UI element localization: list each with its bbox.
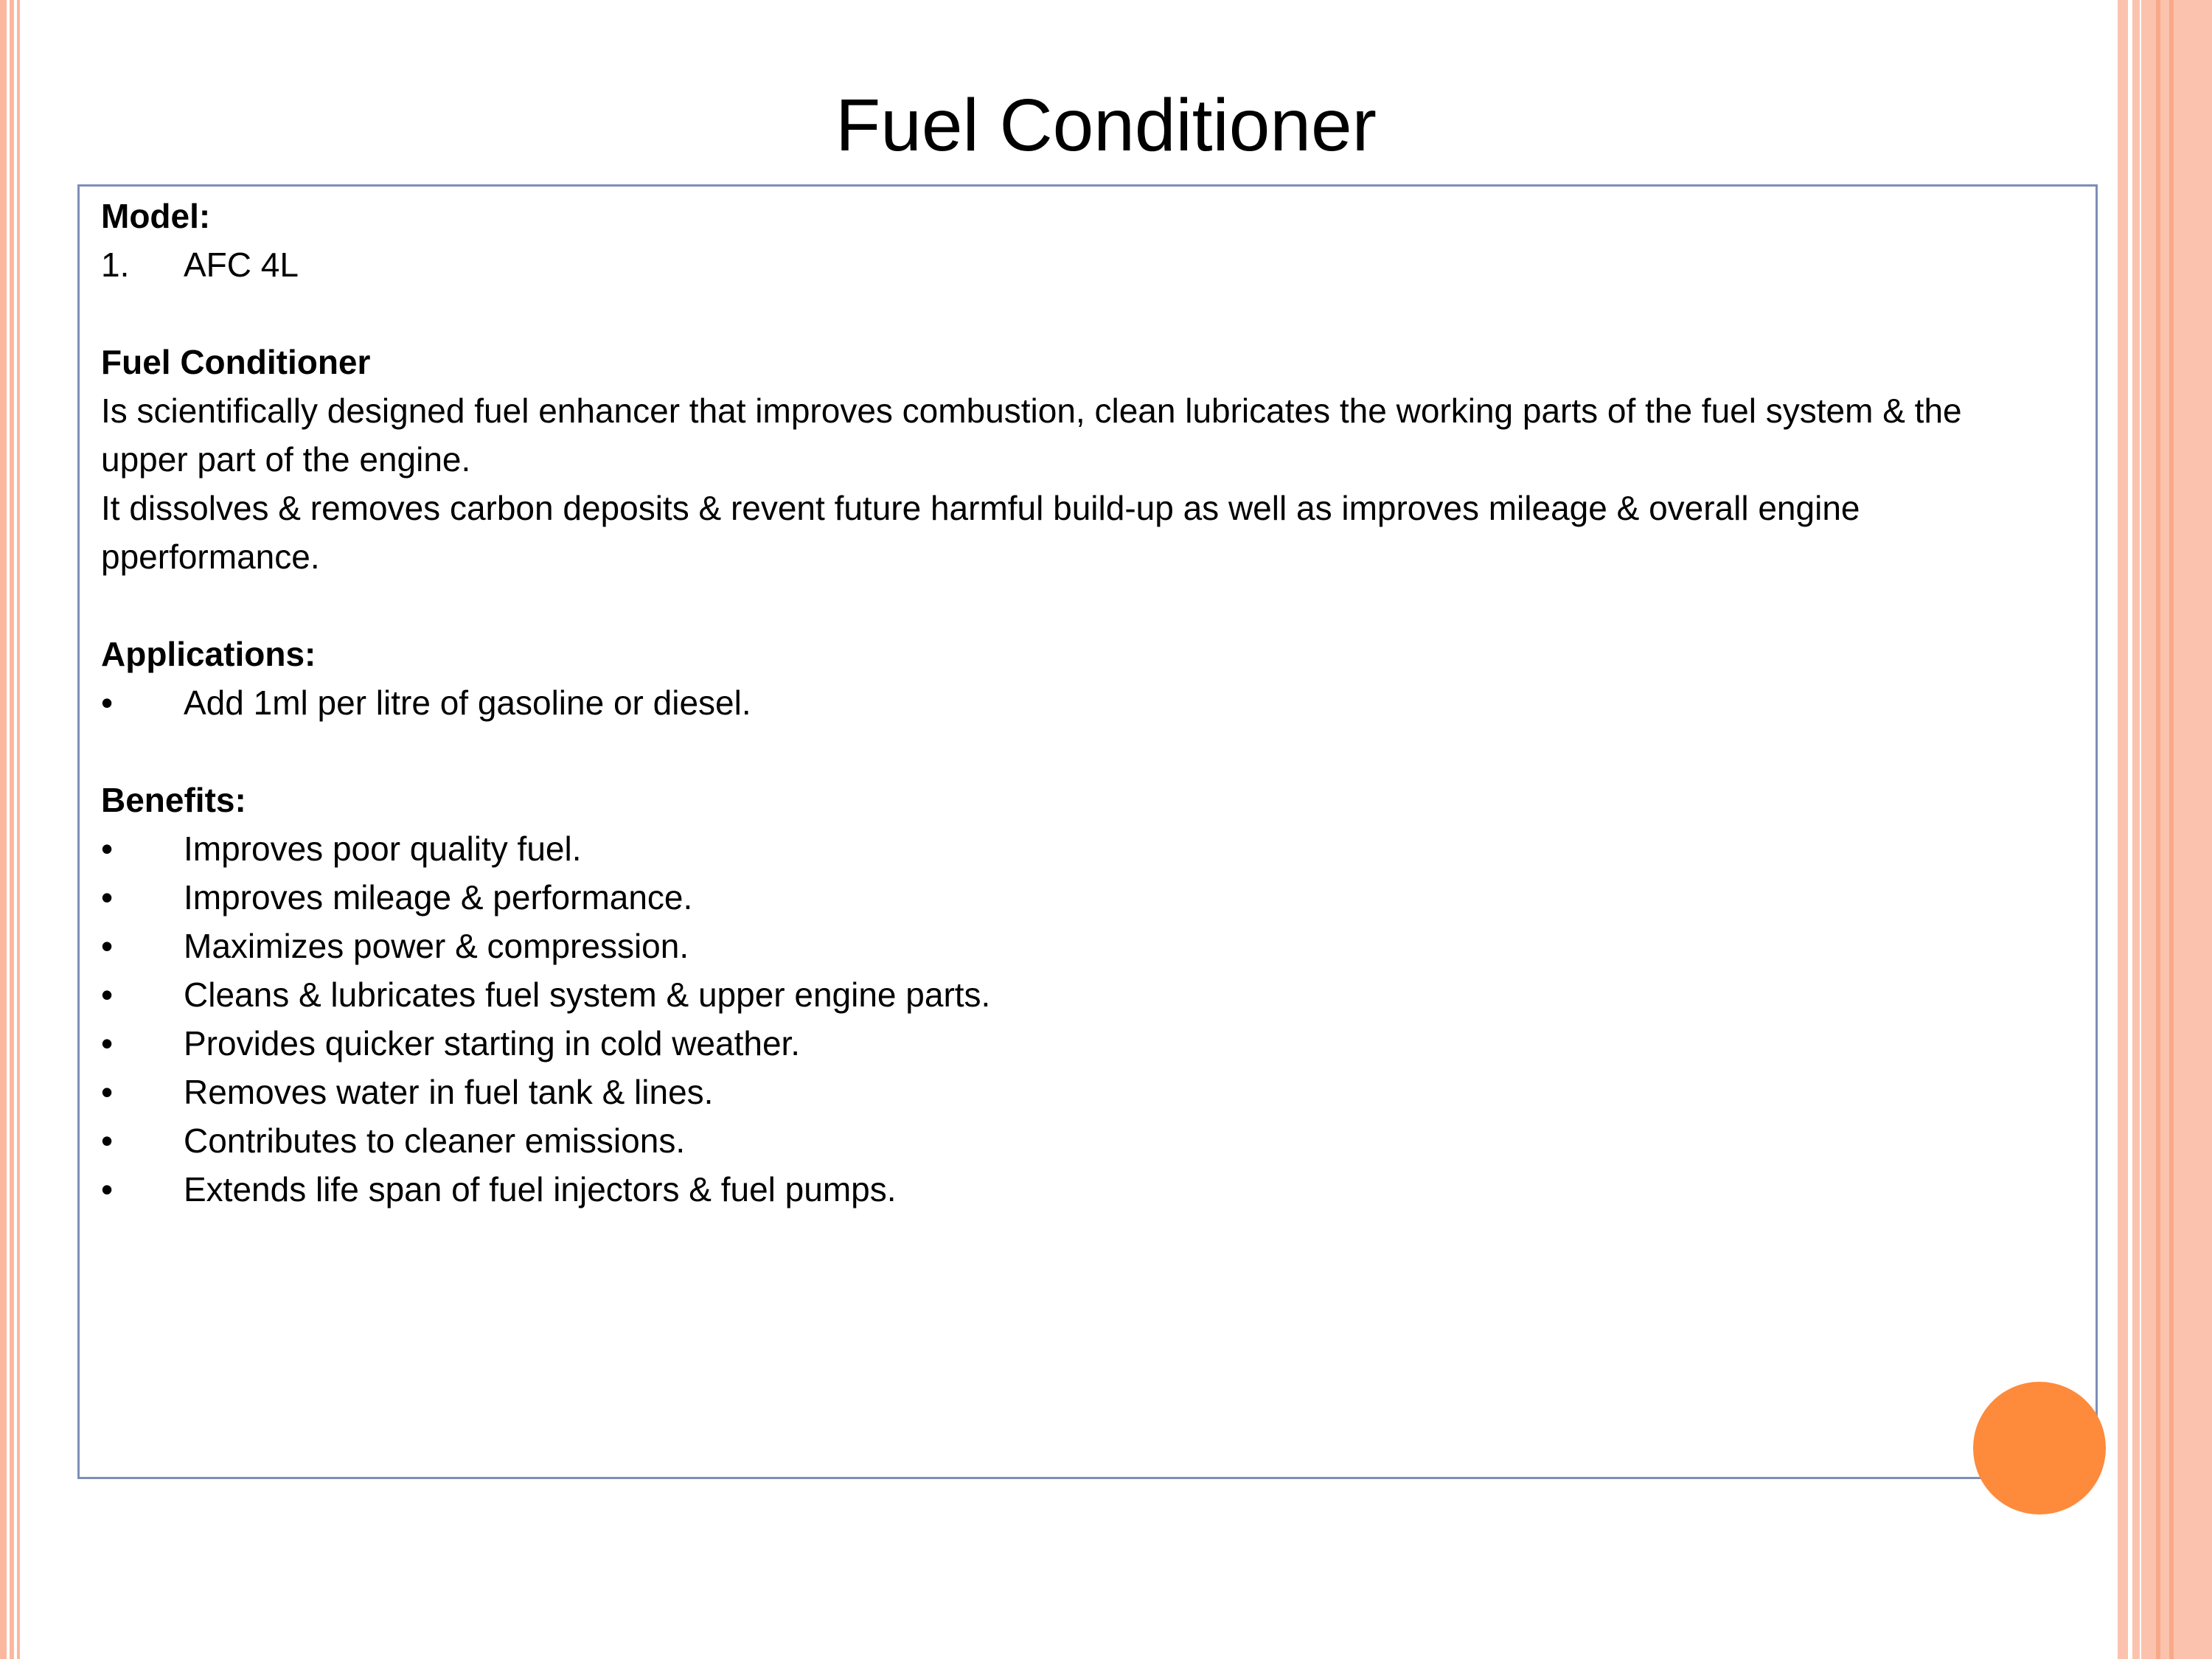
- list-number: 1.: [101, 246, 130, 284]
- benefit-item: [101, 873, 2048, 922]
- benefit-item: [101, 1068, 2048, 1116]
- right-stripe: [2169, 0, 2174, 1659]
- bullet-icon: •: [101, 1121, 114, 1160]
- description-paragraph: It dissolves & removes carbon deposits & revent future harmful build-up as well as improves mileage & overall engine pperformance.: [101, 489, 1860, 576]
- model-heading: Model:: [101, 197, 211, 235]
- left-stripe: [17, 0, 20, 1659]
- model-item: [101, 240, 2048, 289]
- bullet-icon: •: [101, 1170, 114, 1208]
- content-body: [101, 192, 2048, 1214]
- right-stripe: [2118, 0, 2128, 1659]
- benefit-item: [101, 824, 2048, 873]
- left-stripe: [0, 0, 7, 1659]
- benefit-item: [101, 1116, 2048, 1165]
- right-stripe: [2132, 0, 2140, 1659]
- model-item-text: AFC 4L: [184, 246, 299, 284]
- application-item: [101, 678, 2048, 727]
- benefit-item-text: Improves mileage & performance.: [184, 878, 693, 917]
- applications-heading: Applications:: [101, 635, 316, 673]
- right-stripe: [2156, 0, 2160, 1659]
- spacer: [101, 289, 2048, 338]
- bullet-icon: •: [101, 684, 114, 722]
- benefit-item-text: Maximizes power & compression.: [184, 927, 689, 965]
- benefit-item-text: Provides quicker starting in cold weather.: [184, 1024, 801, 1062]
- decorative-circle: [1973, 1382, 2106, 1514]
- benefits-heading: Benefits:: [101, 781, 246, 819]
- spacer: [101, 581, 2048, 630]
- bullet-icon: •: [101, 878, 114, 917]
- left-stripe: [10, 0, 14, 1659]
- benefit-item: [101, 970, 2048, 1019]
- benefit-item-text: Removes water in fuel tank & lines.: [184, 1073, 714, 1111]
- benefit-item-text: Cleans & lubricates fuel system & upper engine parts.: [184, 975, 991, 1014]
- benefit-item-text: Contributes to cleaner emissions.: [184, 1121, 686, 1160]
- benefit-item-text: Improves poor quality fuel.: [184, 830, 582, 868]
- bullet-icon: •: [101, 1024, 114, 1062]
- description-paragraph: Is scientifically designed fuel enhancer that improves combustion, clean lubricates the working parts of the fuel system & the upper part of the engine.: [101, 392, 1962, 479]
- bullet-icon: •: [101, 927, 114, 965]
- benefit-item: [101, 922, 2048, 970]
- benefit-item: [101, 1019, 2048, 1068]
- benefit-item-text: Extends life span of fuel injectors & fuel pumps.: [184, 1170, 897, 1208]
- bullet-icon: •: [101, 830, 114, 868]
- benefit-item: [101, 1165, 2048, 1214]
- application-item-text: Add 1ml per litre of gasoline or diesel.: [184, 684, 751, 722]
- spacer: [101, 727, 2048, 776]
- right-stripe: [2141, 0, 2212, 1659]
- slide-title: Fuel Conditioner: [835, 84, 1377, 167]
- description-heading: Fuel Conditioner: [101, 343, 371, 381]
- bullet-icon: •: [101, 1073, 114, 1111]
- bullet-icon: •: [101, 975, 114, 1014]
